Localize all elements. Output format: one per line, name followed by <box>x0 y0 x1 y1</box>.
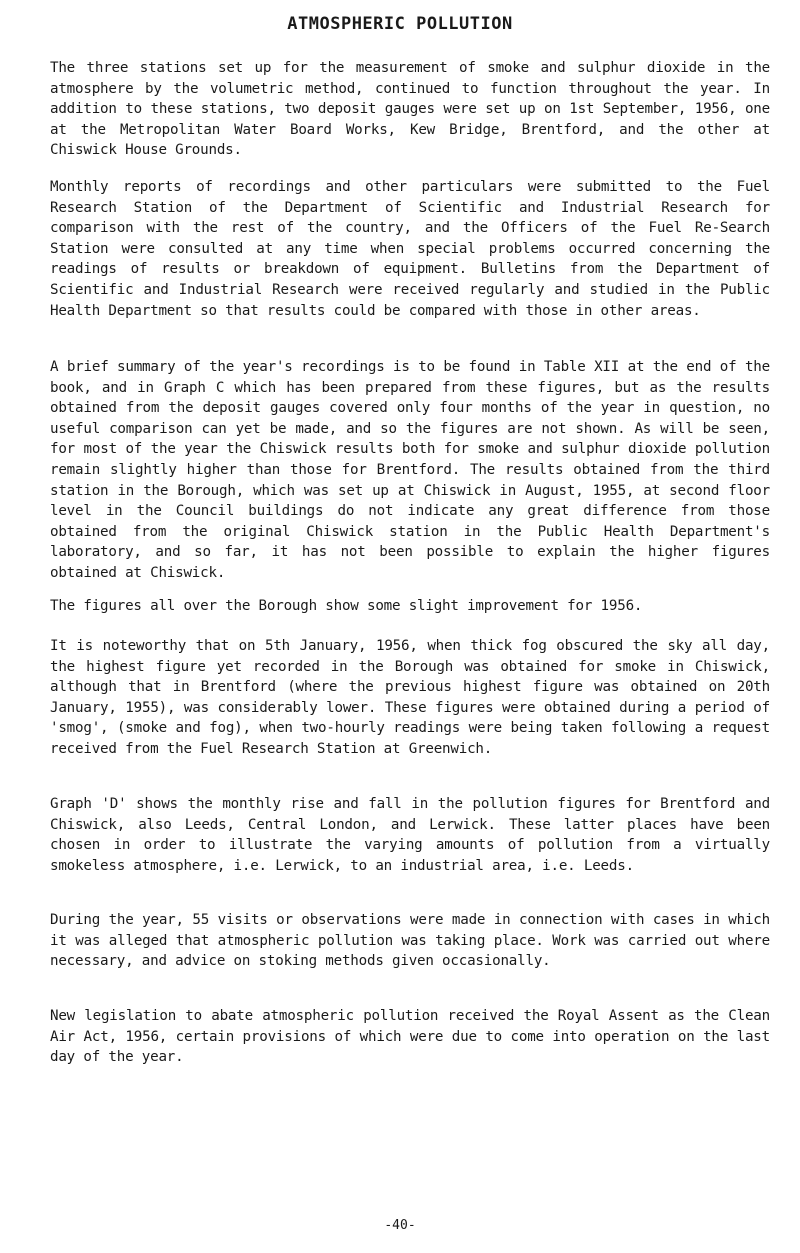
paragraph-graph-d: Graph 'D' shows the monthly rise and fall in the pollution figures for Brentford and Chiswick, also Leeds, Central London, and Lerwick. These latter places have been chosen in order to illustrate the varying amounts of pollution from a virtually smokeless atmosphere, i.e. Lerwick, to an industrial area, i.e. Leeds. <box>50 796 770 874</box>
paragraph-summary-recordings: A brief summary of the year's recordings is to be found in Table XII at the end of the book, and in Graph C which has been prepared from these figures, but as the results obtained from the deposit gauges covered only four months of the year in question, no useful comparison can yet be made, and so the figures are not shown. As will be seen, for most of the year the Chiswick results both for smoke and sulphur dioxide pollution remain slightly higher than those for Brentford. The results obtained from the third station in the Borough, which was set up at Chiswick in August, 1955, at second floor level in the Council buildings do not indicate any great difference from those obtained from the original Chiswick station in the Public Health Department's laboratory, and so far, it has not been possible to explain the higher figures obtained at Chiswick. <box>50 359 770 581</box>
paragraph-visits: During the year, 55 visits or observations were made in connection with cases in which it was alleged that atmospheric pollution was taking place. Work was carried out where necessary, and advice on stoking methods given occasionally. <box>50 912 770 970</box>
page-title: ATMOSPHERIC POLLUTION <box>287 14 513 34</box>
page-number: -40- <box>384 1218 416 1233</box>
paragraph-improvement: The figures all over the Borough show some slight improvement for 1956. <box>50 598 643 614</box>
paragraph-monthly-reports: Monthly reports of recordings and other particulars were submitted to the Fuel Research Station of the Department of Scientific and Industrial Research for comparison with the rest of the country, and the Officers of the Fuel Re-Search Station were consulted at any time when special problems occurred concerning the readings of results or breakdown of equipment. Bulletins from the Department of Scientific and Industrial Research were received regularly and studied in the Public Health Department so that results could be compared with those in other areas. <box>50 179 770 319</box>
paragraph-clean-air-act: New legislation to abate atmospheric pollution received the Royal Assent as the Clean Air Act, 1956, certain provisions of which were due to come into operation on the last day of the year. <box>50 1008 770 1066</box>
paragraph-fog-smog: It is noteworthy that on 5th January, 1956, when thick fog obscured the sky all day, the highest figure yet recorded in the Borough was obtained for smoke in Chiswick, although that in Brentford (where the previous highest figure was obtained on 20th January, 1955), was considerably lower. These figures were obtained during a period of 'smog', (smoke and fog), when two-hourly readings were being taken following a request received from the Fuel Research Station at Greenwich. <box>50 638 770 757</box>
paragraph-stations: The three stations set up for the measurement of smoke and sulphur dioxide in the atmosphere by the volumetric method, continued to function throughout the year. In addition to these stations, two deposit gauges were set up on 1st September, 1956, one at the Metropolitan Water Board Works, Kew Bridge, Brentford, and the other at Chiswick House Grounds. <box>50 60 770 159</box>
